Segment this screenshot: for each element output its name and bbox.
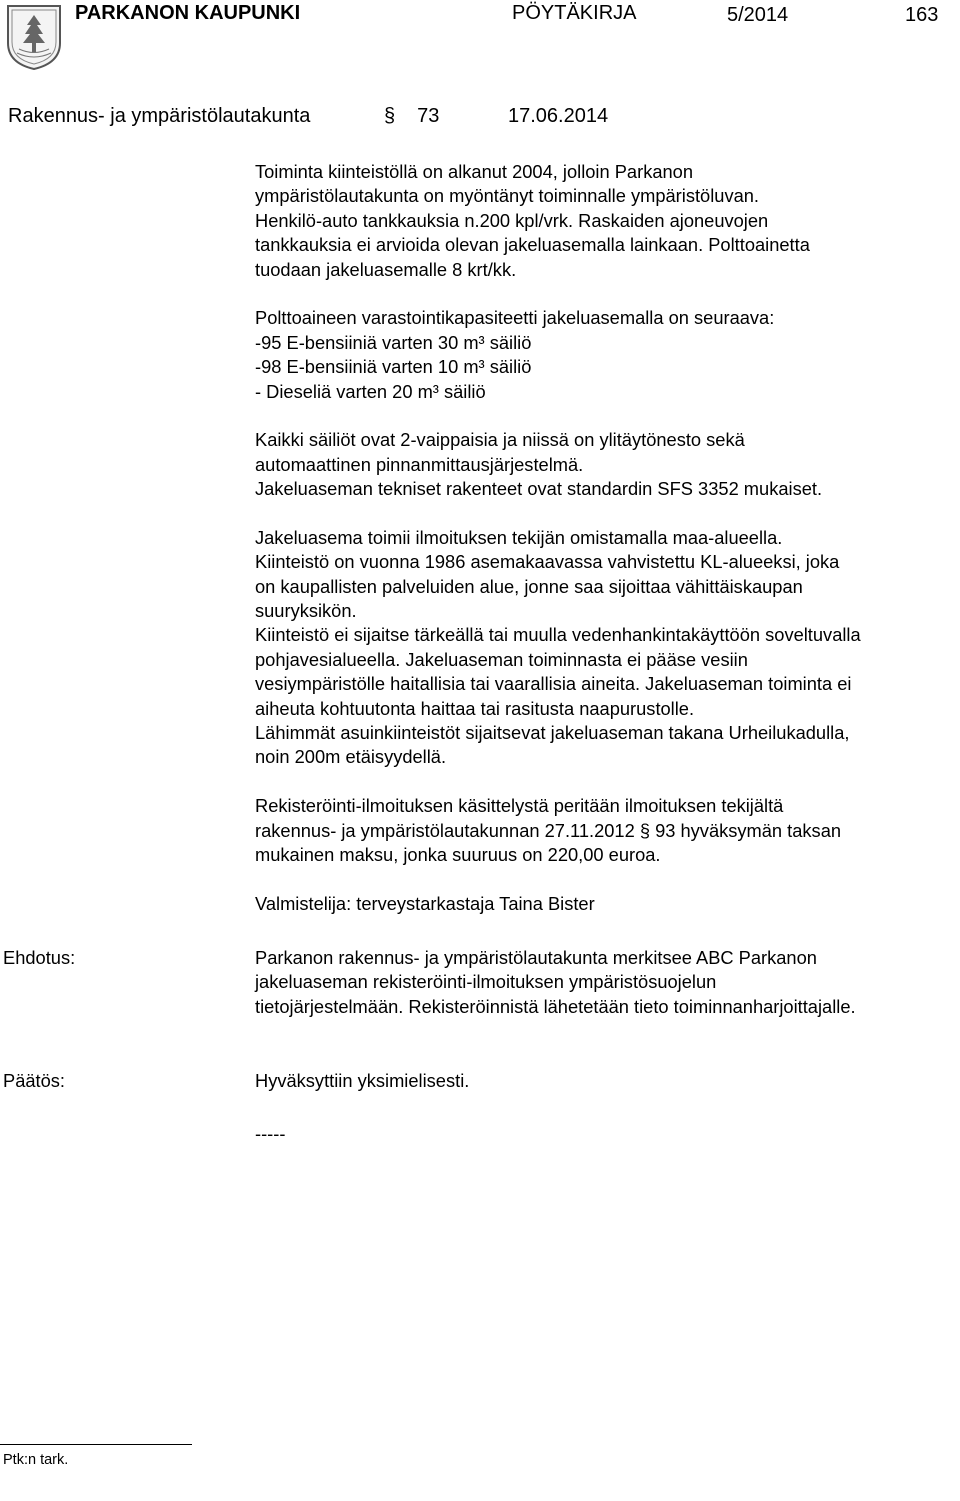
text-line: aiheuta kohtuutonta haittaa tai rasitusta naapurustolle. (255, 697, 695, 719)
footer-divider (0, 1444, 192, 1445)
text-line: ympäristölautakunta on myöntänyt toiminnalle ympäristöluvan. (255, 185, 760, 207)
text-line: Henkilö-auto tankkauksia n.200 kpl/vrk. Raskaiden ajoneuvojen (255, 209, 769, 231)
footer-checker-label: Ptk:n tark. (3, 1452, 69, 1468)
paragraph-tanks (255, 428, 955, 501)
text-line: Hyväksyttiin yksimielisesti. (255, 1070, 470, 1091)
organization-name: PARKANON KAUPUNKI (75, 2, 301, 24)
paragraph-location (255, 526, 955, 770)
text-line: Polttoaineen varastointikapasiteetti jakeluasemalla on seuraava: (255, 307, 775, 329)
text-line: rakennus- ja ympäristölautakunnan 27.11.2012 § 93 hyväksymän taksan (255, 819, 842, 841)
text-line: mukainen maksu, jonka suuruus on 220,00 euroa. (255, 843, 661, 865)
text-line: tietojärjestelmään. Rekisteröinnistä lähetetään tieto toiminnanharjoittajalle. (255, 995, 856, 1017)
minutes-body (255, 160, 955, 916)
text-line: noin 200m etäisyydellä. (255, 746, 447, 768)
text-line: Kaikki säiliöt ovat 2-vaippaisia ja niissä on ylitäytönesto sekä (255, 429, 745, 451)
paragraph-sign: § (384, 105, 396, 127)
text-line: on kaupallisten palveluiden alue, jonne saa sijoittaa vähittäiskaupan (255, 575, 803, 597)
separator-dashes: ----- (255, 1123, 286, 1144)
city-crest-logo (5, 3, 63, 71)
document-type: PÖYTÄKIRJA (512, 2, 637, 24)
text-line: Lähimmät asuinkiinteistöt sijaitsevat jakeluaseman takana Urheilukadulla, (255, 721, 850, 743)
proposal-label: Ehdotus: (3, 947, 76, 968)
text-line: -95 E-bensiiniä varten 30 m³ säiliö (255, 331, 532, 353)
text-line: automaattinen pinnanmittausjärjestelmä. (255, 453, 584, 475)
text-line: vesiympäristölle haitallisia tai vaarallisia aineita. Jakeluaseman toiminta ei (255, 673, 852, 695)
text-line: - Dieseliä varten 20 m³ säiliö (255, 380, 486, 402)
preparer-line: Valmistelija: terveystarkastaja Taina Bister (255, 892, 595, 914)
text-line: Rekisteröinti-ilmoituksen käsittelystä peritään ilmoituksen tekijältä (255, 795, 784, 817)
issue-number: 5/2014 (727, 4, 789, 26)
committee-name: Rakennus- ja ympäristölautakunta (8, 105, 311, 127)
text-line: Jakeluasema toimii ilmoituksen tekijän omistamalla maa-alueella. (255, 526, 783, 548)
text-line: Kiinteistö ei sijaitse tärkeällä tai muulla vedenhankintakäyttöön soveltuvalla (255, 624, 861, 646)
paragraph-value: 73 (417, 105, 440, 127)
decision-text (255, 1069, 469, 1093)
text-line: Jakeluaseman tekniset rakenteet ovat standardin SFS 3352 mukaiset. (255, 478, 823, 500)
text-line: Kiinteistö on vuonna 1986 asemakaavassa vahvistettu KL-alueeksi, joka (255, 551, 840, 573)
decision-label: Päätös: (3, 1070, 65, 1091)
proposal-text (255, 946, 856, 1019)
paragraph-number (384, 105, 439, 128)
text-line: jakeluaseman rekisteröinti-ilmoituksen ympäristösuojelun (255, 971, 717, 993)
paragraph-fee (255, 794, 955, 867)
text-line: -98 E-bensiiniä varten 10 m³ säiliö (255, 356, 532, 378)
text-line: Parkanon rakennus- ja ympäristölautakunta merkitsee ABC Parkanon (255, 947, 817, 968)
text-line: suuryksikön. (255, 600, 357, 622)
separator (255, 1122, 285, 1146)
text-line: tuodaan jakeluasemalle 8 krt/kk. (255, 258, 517, 280)
page-number: 163 (905, 4, 939, 26)
text-line: Toiminta kiinteistöllä on alkanut 2004, jolloin Parkanon (255, 161, 693, 182)
text-line: pohjavesialueella. Jakeluaseman toiminnasta ei pääse vesiin (255, 648, 748, 670)
paragraph-history (255, 160, 955, 282)
meeting-date: 17.06.2014 (508, 105, 609, 127)
paragraph-storage-capacity (255, 306, 955, 404)
text-line: tankkauksia ei arvioida olevan jakeluasemalla lainkaan. Polttoainetta (255, 234, 810, 256)
